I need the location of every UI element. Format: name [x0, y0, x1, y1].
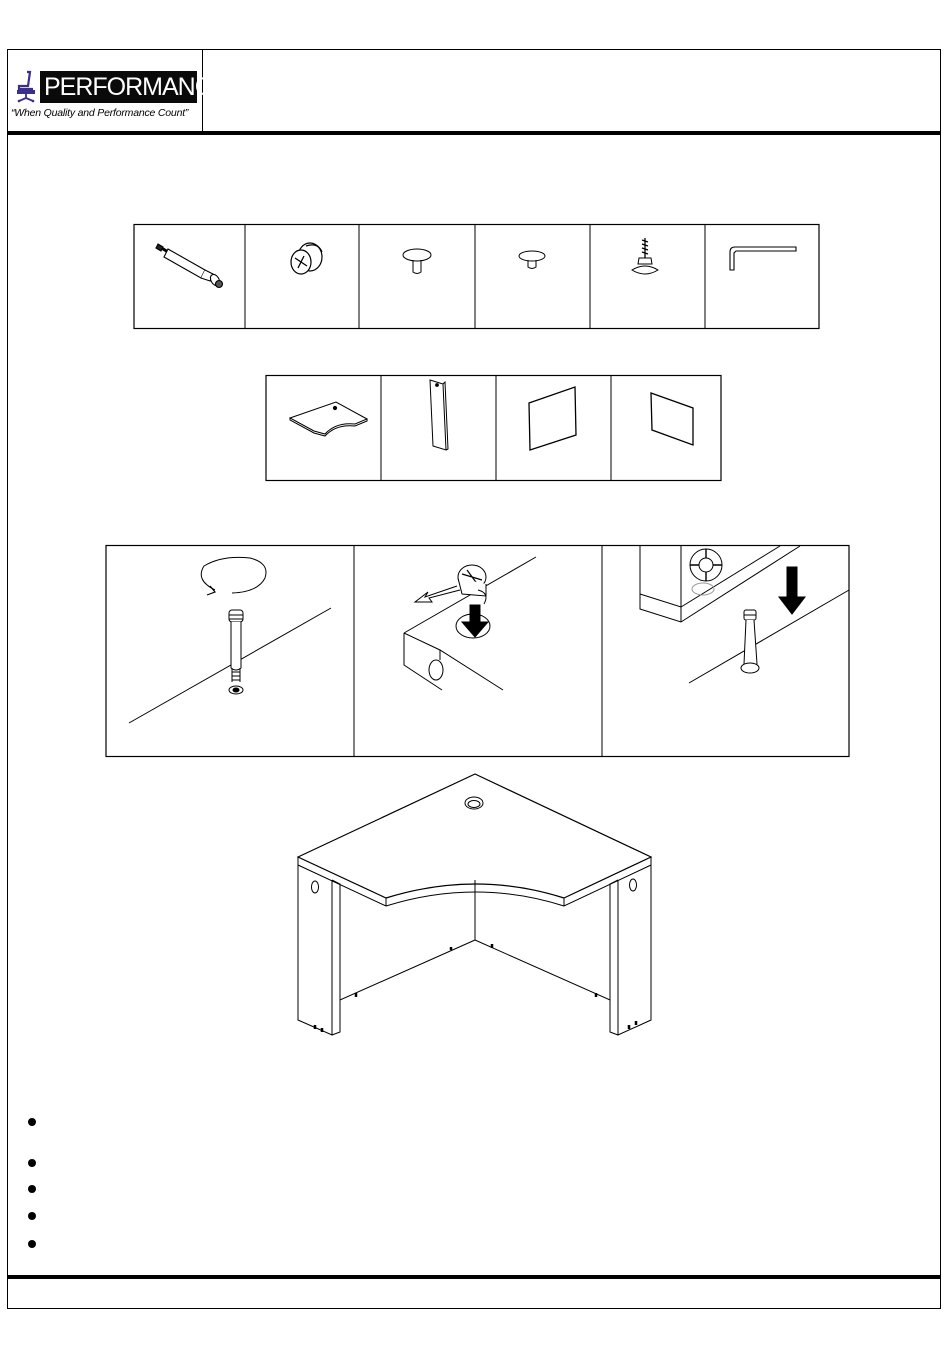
note-bullet [28, 1118, 38, 1128]
brand-tagline: “When Quality and Performance Count” [11, 107, 189, 119]
leveling-glide-icon [632, 238, 658, 274]
note-bullet [28, 1159, 38, 1169]
allen-key-icon [730, 247, 796, 270]
step-insert-cam-bolt [129, 557, 331, 723]
wood-dowel-large-icon [403, 249, 431, 274]
note-bullet [28, 1212, 38, 1222]
assembled-corner-desk [298, 774, 651, 1035]
step-attach-panel [640, 546, 849, 683]
corner-desktop-icon [290, 402, 367, 436]
step-insert-cam-lock [404, 557, 536, 690]
side-panel-icon [430, 380, 448, 450]
cam-bolt-icon [156, 244, 223, 288]
hardware-table [134, 225, 819, 329]
note-bullet [28, 1185, 38, 1195]
modesty-panel-large-icon [529, 387, 576, 450]
modesty-panel-small-icon [651, 393, 693, 445]
brand-name: PERFORMANCE [40, 71, 197, 103]
cam-lock-icon [291, 243, 322, 274]
wood-dowel-small-icon [519, 251, 545, 269]
note-bullet [28, 1240, 38, 1250]
